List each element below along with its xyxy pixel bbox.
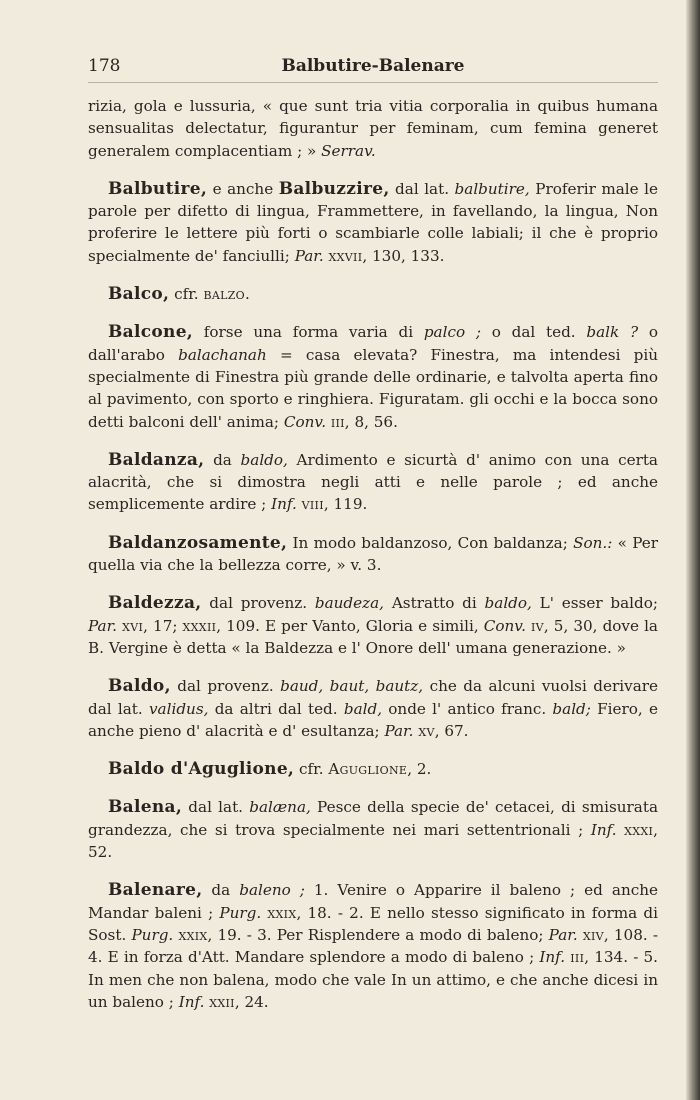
entry-text: , 19. - 3. Per Risplendere a modo di baleno; bbox=[207, 925, 549, 944]
entry-text: dal provenz. bbox=[170, 677, 281, 696]
entry-smallcaps-ref: viii bbox=[301, 495, 324, 514]
entry-baldanzosamente bbox=[88, 532, 658, 577]
entry-text: onde l' antico franc. bbox=[382, 699, 553, 718]
page-number: 178 bbox=[88, 56, 121, 76]
entry-baldo-d-aguglione bbox=[88, 758, 658, 780]
entry-smallcaps-ref: Aguglione bbox=[328, 760, 408, 779]
entry-italic-text: Son.: bbox=[573, 533, 613, 552]
running-head: Balbutire-Balenare bbox=[281, 56, 465, 76]
entry-italic-text: baldo, bbox=[240, 450, 288, 469]
entry-text: Pesce della specie de' cetacei, di smisurata grandezza, che si trova specialmente nei mari settentrionali ; bbox=[88, 798, 658, 839]
entry-text: , 17; bbox=[143, 616, 183, 635]
entry-text: Astratto di bbox=[384, 594, 485, 613]
entry-italic-text: Par. bbox=[384, 721, 414, 740]
entry-smallcaps-ref: iii bbox=[570, 948, 585, 967]
entry-text: , 119. bbox=[323, 495, 368, 514]
entry-italic-text: balæna, bbox=[249, 798, 311, 817]
entry-headword: Balenare, bbox=[108, 880, 203, 901]
entry-italic-text: Inf. bbox=[271, 495, 297, 514]
entry-italic-text: baud, baut, bautz, bbox=[280, 677, 424, 696]
dictionary-page bbox=[88, 52, 658, 1029]
entry-headword: Baldo d'Aguglione, bbox=[108, 759, 295, 780]
entry-italic-text: Par. bbox=[88, 616, 118, 635]
entry-text: 1. Venire o Apparire il baleno ; ed anche Mandar baleni ; bbox=[88, 881, 658, 922]
page-edge-shadow bbox=[686, 0, 700, 1100]
entry-text: cfr. bbox=[169, 285, 204, 304]
entry-headword: Balco, bbox=[108, 284, 170, 305]
entry-smallcaps-ref: xiv bbox=[582, 925, 604, 944]
entry-text: , 134. - 5. In men che non balena, modo che vale In un attimo, e che anche dicesi in un baleno ; bbox=[88, 948, 659, 1011]
entry-text: = casa elevata? Finestra, ma intendesi più specialmente di Finestra più grande delle ordinarie, e talvolta aperta fino al pavimento, con sporto e ringhiera. Figuratam. gli occhi e la bocca sono detti balconi dell' anima; bbox=[88, 345, 658, 431]
entries-body bbox=[88, 95, 658, 1013]
entry-italic-text: Par. bbox=[294, 246, 324, 265]
entry-headword: Baldo, bbox=[108, 676, 171, 697]
entry-italic-text: Conv. bbox=[283, 412, 327, 431]
entry-smallcaps-ref: xxxii bbox=[182, 616, 217, 635]
entry-text: dal provenz. bbox=[201, 594, 315, 613]
entry-headword: Balcone, bbox=[108, 322, 194, 343]
entry-text: cfr. bbox=[294, 760, 329, 779]
entry-smallcaps-ref: xxii bbox=[209, 992, 235, 1011]
entry-italic-text: validus, bbox=[148, 699, 209, 718]
entry-italic-text: Purg. bbox=[131, 925, 174, 944]
entry-continuation bbox=[88, 95, 658, 162]
entry-italic-text: baldo, bbox=[484, 594, 532, 613]
entry-text: , 18. - 2. E nello stesso significato in forma di Sost. bbox=[88, 903, 658, 944]
entry-text: L' esser baldo; bbox=[531, 594, 658, 613]
entry-baldanza bbox=[88, 449, 658, 516]
entry-text: dal lat. bbox=[182, 798, 250, 817]
entry-text: o dall'arabo bbox=[88, 323, 658, 364]
entry-text: « Per quella via che la bellezza corre, » v. 3. bbox=[88, 533, 659, 575]
entry-balena bbox=[88, 796, 658, 863]
entry-text: , 24. bbox=[234, 992, 269, 1011]
entry-balco bbox=[88, 283, 658, 305]
entry-text: , 108. - 4. E in forza d'Att. Mandare splendore a modo di baleno ; bbox=[88, 925, 659, 967]
entry-text: , 52. bbox=[88, 820, 658, 862]
entry-italic-text: baudeza, bbox=[314, 594, 385, 613]
entry-headword: Balena, bbox=[108, 797, 183, 818]
entry-smallcaps-ref: xv bbox=[418, 721, 435, 740]
entry-smallcaps-ref: xvi bbox=[122, 616, 144, 635]
entry-text: In modo baldanzoso, Con baldanza; bbox=[287, 533, 574, 552]
entry-text bbox=[617, 821, 625, 839]
entry-text: Ardimento e sicurtà d' animo con una certa alacrità, che si dimostra negli atti e nelle parole ; ed anche semplicemente ardire ; bbox=[88, 450, 658, 514]
entry-smallcaps-ref: iv bbox=[530, 616, 544, 635]
entry-italic-text: Par. bbox=[548, 925, 578, 944]
entry-italic-text: bald, bbox=[343, 699, 383, 718]
entry-italic-text: Purg. bbox=[219, 903, 262, 922]
entry-text: , 67. bbox=[434, 721, 469, 740]
entry-smallcaps-ref: xxix bbox=[267, 903, 297, 922]
entry-text: , 8, 56. bbox=[344, 412, 398, 431]
entry-text: Proferir male le parole per difetto di lingua, Frammettere, in favellando, la lingua, Non proferire le lettere più forti o scambiarle colle labiali; il che è proprio specialmente de' fanciulli; bbox=[88, 179, 658, 265]
entry-headword: Baldanza, bbox=[108, 449, 205, 470]
page-header bbox=[88, 52, 658, 83]
entry-text: dal lat. bbox=[389, 179, 455, 198]
entry-italic-text: balk ? bbox=[586, 323, 639, 342]
entry-text: , 130, 133. bbox=[362, 246, 445, 265]
entry-text: , 5, 30, dove la B. Vergine è detta « la Baldezza e l' Onore dell' umana generazione. » bbox=[88, 616, 658, 657]
entry-headword: Balbuzzire, bbox=[278, 178, 390, 199]
entry-headword: Balbutire, bbox=[108, 178, 208, 199]
entry-smallcaps-ref: xxix bbox=[178, 925, 208, 944]
entry-baldo bbox=[88, 675, 658, 742]
entry-text: o dal ted. bbox=[480, 323, 587, 342]
entry-text: Fiero, e anche pieno d' alacrità e d' esultanza; bbox=[88, 699, 658, 740]
entry-text: che da alcuni vuolsi derivare dal lat. bbox=[88, 677, 658, 718]
entry-text: forse una forma varia di bbox=[193, 323, 424, 342]
entry-smallcaps-ref: iii bbox=[330, 412, 345, 431]
entry-italic-text: bald; bbox=[552, 699, 591, 718]
entry-headword: Baldanzosamente, bbox=[108, 532, 288, 553]
entry-smallcaps-ref: xxxi bbox=[624, 820, 654, 839]
entry-italic-text: palco ; bbox=[423, 323, 481, 342]
entry-text: da bbox=[202, 881, 240, 900]
entry-smallcaps-ref: xxvii bbox=[328, 246, 363, 265]
entry-balcone bbox=[88, 321, 658, 432]
entry-balenare bbox=[88, 879, 658, 1013]
entry-italic-text: Serrav. bbox=[321, 141, 376, 160]
entry-text: , 109. E per Vanto, Gloria e simili, bbox=[216, 616, 484, 635]
entry-text: rizia, gola e lussuria, « que sunt tria vitia corporalia in quibus humana sensualitas delectatur, figurantur per feminam, cum femina generet generalem complacentiam ; » bbox=[88, 97, 658, 160]
entry-italic-text: balbutire, bbox=[454, 179, 530, 198]
entry-text: , 2. bbox=[407, 760, 432, 779]
entry-italic-text: baleno ; bbox=[239, 881, 305, 900]
entry-italic-text: Conv. bbox=[483, 616, 526, 635]
entry-text: e anche bbox=[207, 179, 279, 198]
entry-text: da altri dal ted. bbox=[208, 699, 344, 718]
entry-italic-text: Inf. bbox=[539, 948, 566, 967]
entry-italic-text: Inf. bbox=[590, 820, 617, 839]
entry-smallcaps-ref: balzo bbox=[203, 285, 245, 304]
entry-italic-text: Inf. bbox=[178, 992, 205, 1011]
entry-text: . bbox=[244, 285, 250, 304]
entry-balbutire bbox=[88, 178, 658, 267]
entry-headword: Baldezza, bbox=[108, 593, 202, 614]
entry-baldezza bbox=[88, 592, 658, 659]
entry-text: da bbox=[204, 450, 241, 469]
entry-italic-text: balachanah bbox=[178, 345, 267, 364]
